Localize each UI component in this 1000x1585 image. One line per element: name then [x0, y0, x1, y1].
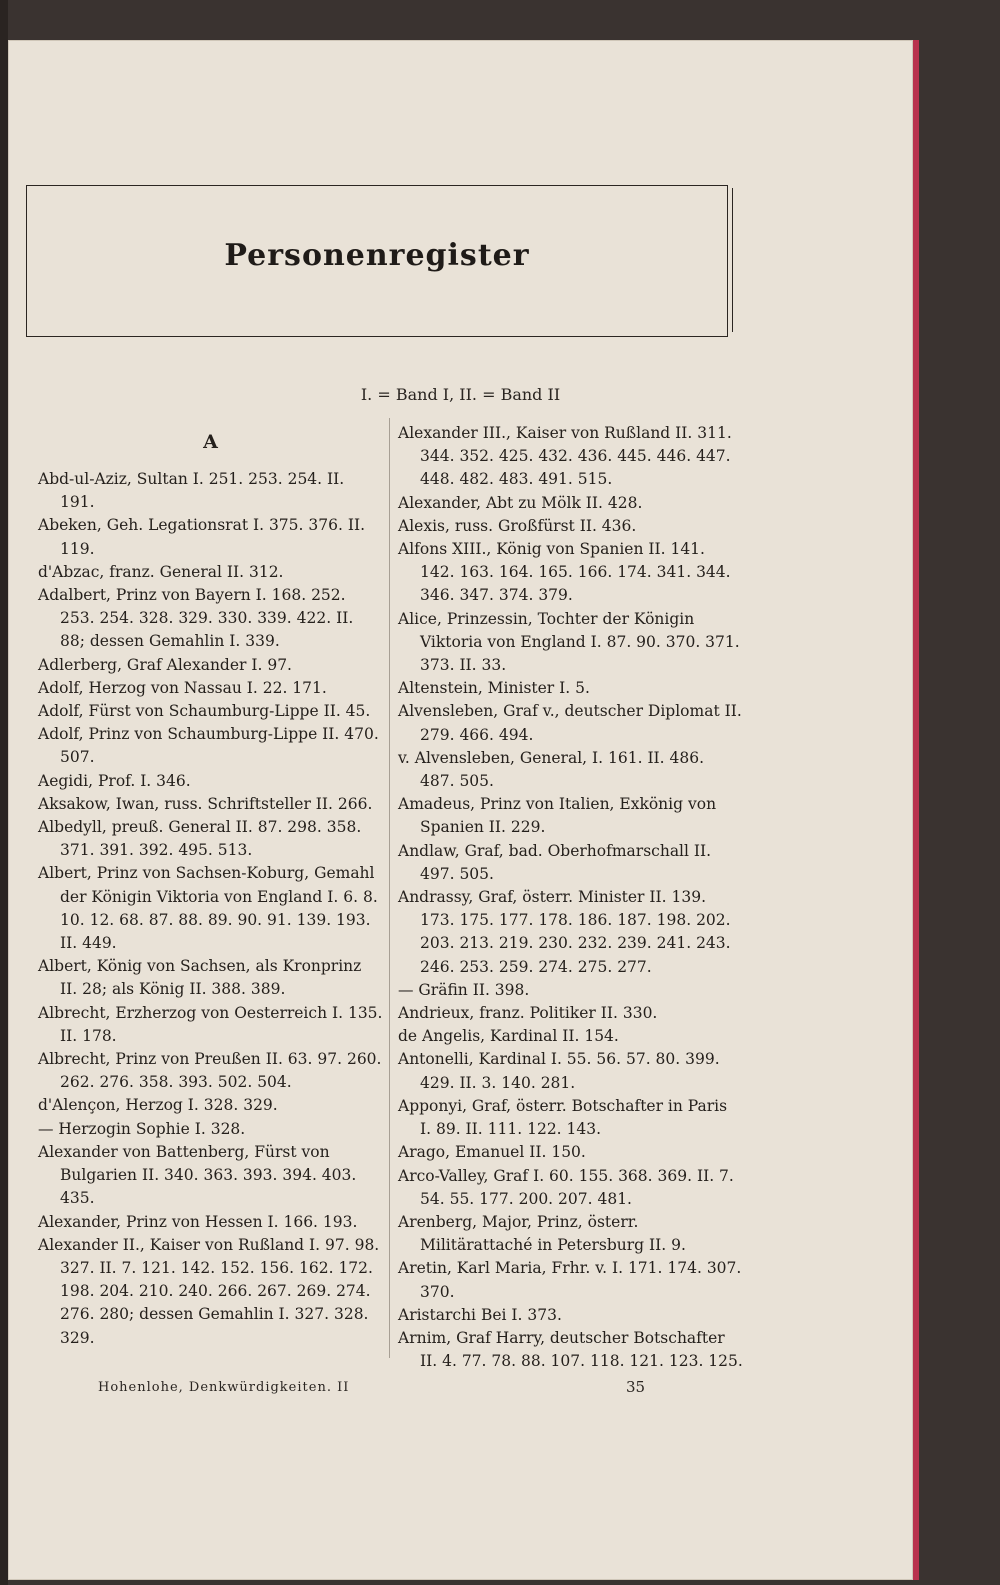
index-entry: Alfons XIII., König von Spanien II. 141. 142. 163. 164. 165. 166. 174. 341. 344. 346. 347. 374. 379.	[398, 540, 731, 605]
index-entry: Andrassy, Graf, österr. Minister II. 139. 173. 175. 177. 178. 186. 187. 198. 202. 203. 213. 219. 230. 232. 239. 241. 243. 246. 253. 259. 274. 275. 277.	[398, 888, 731, 976]
index-entry: Apponyi, Graf, österr. Botschafter in Paris I. 89. II. 111. 122. 143.	[398, 1096, 728, 1139]
index-entry: Alexander, Abt zu Mölk II. 428.	[398, 493, 643, 512]
index-entry: Aretin, Karl Maria, Frhr. v. I. 171. 174. 307. 370.	[398, 1259, 742, 1301]
index-entry: Amadeus, Prinz von Italien, Exkönig von Spanien II. 229.	[398, 795, 717, 837]
index-entry: Abd-ul-Aziz, Sultan I. 251. 253. 254. II. 191.	[38, 470, 345, 512]
index-entry: Arenberg, Major, Prinz, österr. Militärattaché in Petersburg II. 9.	[398, 1212, 686, 1255]
index-entry: Alexander von Battenberg, Fürst von Bulgarien II. 340. 363. 393. 394. 403. 435.	[38, 1142, 357, 1208]
index-entry: Alexander III., Kaiser von Rußland II. 311. 344. 352. 425. 432. 436. 445. 446. 447. 448. 482. 483. 491. 515.	[398, 424, 732, 489]
book-page	[8, 40, 919, 1580]
index-entry: Arnim, Graf Harry, deutscher Botschafter II. 4. 77. 78. 88. 107. 118. 121. 123. 125.	[398, 1328, 743, 1371]
index-entry: — Gräfin II. 398.	[398, 980, 530, 999]
section-letter: A	[203, 431, 218, 453]
index-entry: v. Alvensleben, General, I. 161. II. 486. 487. 505.	[398, 748, 705, 791]
index-entry: Alexander, Prinz von Hessen I. 166. 193.	[38, 1212, 358, 1231]
page-number: 35	[626, 1378, 646, 1396]
index-entry: Albrecht, Erzherzog von Oesterreich I. 135. II. 178.	[38, 1003, 383, 1045]
right-column	[398, 422, 743, 1373]
volume-legend: I. = Band I, II. = Band II	[360, 385, 561, 404]
index-entry: Andrieux, franz. Politiker II. 330.	[398, 1004, 658, 1023]
footer-signature: Hohenlohe, Denkwürdigkeiten. II	[98, 1380, 350, 1395]
index-entry: Alexis, russ. Großfürst II. 436.	[398, 516, 637, 535]
index-entry: Aegidi, Prof. I. 346.	[38, 771, 191, 790]
index-entry: Altenstein, Minister I. 5.	[398, 679, 590, 698]
index-entry: Antonelli, Kardinal I. 55. 56. 57. 80. 399. 429. II. 3. 140. 281.	[398, 1050, 720, 1092]
index-entry: Andlaw, Graf, bad. Oberhofmarschall II. 497. 505.	[398, 841, 712, 883]
index-entry: Albrecht, Prinz von Preußen II. 63. 97. 260. 262. 276. 358. 393. 502. 504.	[38, 1050, 382, 1092]
index-entry: Adolf, Herzog von Nassau I. 22. 171.	[38, 678, 327, 697]
title-frame	[26, 185, 728, 337]
index-entry: Albert, Prinz von Sachsen-Koburg, Gemahl der Königin Viktoria von England I. 6. 8. 10. 12. 68. 87. 88. 89. 90. 91. 139. 193. II. 449.	[38, 864, 378, 953]
index-entry: Arco-Valley, Graf I. 60. 155. 368. 369. II. 7. 54. 55. 177. 200. 207. 481.	[398, 1166, 734, 1208]
index-entry: d'Alençon, Herzog I. 328. 329.	[38, 1096, 278, 1115]
index-entry: Aristarchi Bei I. 373.	[398, 1305, 562, 1324]
index-entry: Alvensleben, Graf v., deutscher Diplomat II. 279. 466. 494.	[398, 702, 742, 744]
index-entry: Albert, König von Sachsen, als Kronprinz II. 28; als König II. 388. 389.	[38, 957, 362, 999]
index-entry: Albedyll, preuß. General II. 87. 298. 358. 371. 391. 392. 495. 513.	[38, 818, 362, 860]
index-entry: Aksakow, Iwan, russ. Schriftsteller II. 266.	[38, 794, 373, 813]
index-entry: Alexander II., Kaiser von Rußland I. 97. 98. 327. II. 7. 121. 142. 152. 156. 162. 172. 198. 204. 210. 240. 266. 267. 269. 274. 276. 280; dessen Gemahlin I. 327. 328. 329.	[38, 1235, 380, 1347]
book-spine	[0, 0, 8, 1585]
index-entry: Adlerberg, Graf Alexander I. 97.	[38, 655, 292, 674]
index-entry: Adalbert, Prinz von Bayern I. 168. 252. 253. 254. 328. 329. 330. 339. 422. II. 88; dessen Gemahlin I. 339.	[38, 586, 354, 651]
index-entry: Arago, Emanuel II. 150.	[398, 1143, 586, 1162]
index-entry: d'Abzac, franz. General II. 312.	[38, 562, 284, 581]
index-entry: Abeken, Geh. Legationsrat I. 375. 376. II. 119.	[38, 516, 365, 558]
page-title: Personenregister	[224, 238, 530, 273]
index-entry: — Herzogin Sophie I. 328.	[38, 1119, 246, 1138]
index-entry: de Angelis, Kardinal II. 154.	[398, 1027, 619, 1046]
column-divider	[389, 418, 390, 1358]
index-entry: Alice, Prinzessin, Tochter der Königin Viktoria von England I. 87. 90. 370. 371. 373. II. 33.	[398, 609, 740, 675]
index-entry: Adolf, Prinz von Schaumburg-Lippe II. 470. 507.	[38, 725, 379, 767]
index-entry: Adolf, Fürst von Schaumburg-Lippe II. 45.	[38, 702, 371, 721]
left-column	[38, 422, 383, 1350]
